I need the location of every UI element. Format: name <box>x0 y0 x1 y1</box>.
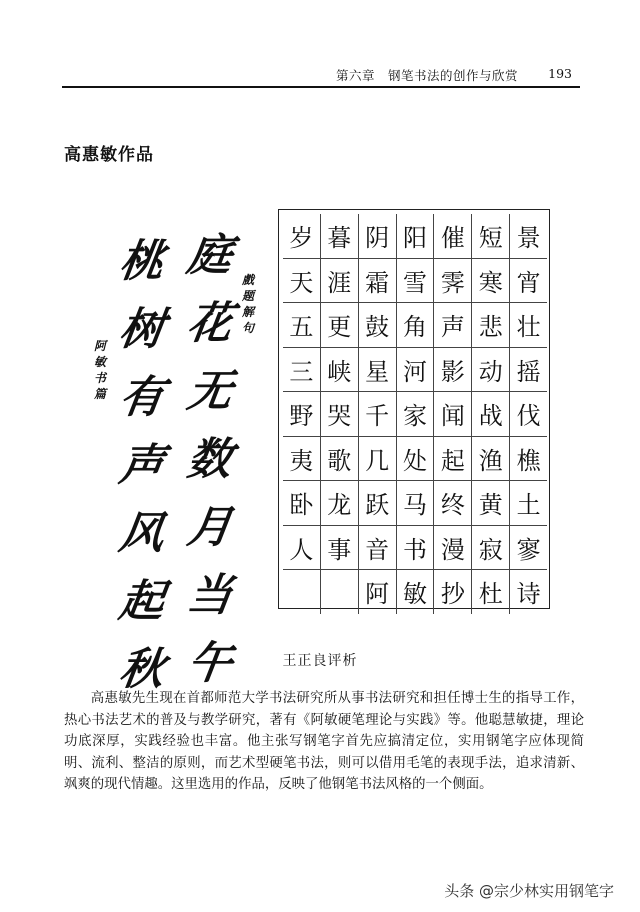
calligraphy-char: 午 <box>184 638 236 689</box>
grid-cell: 寒 <box>472 259 510 303</box>
calligraphy-char: 树 <box>116 304 168 355</box>
page-header <box>62 66 580 86</box>
calligraphy-column-left <box>112 236 168 716</box>
grid-cell: 土 <box>516 491 541 520</box>
grid-cell: 人 <box>283 526 321 570</box>
grid-cell: 角 <box>397 303 435 347</box>
inscription-right <box>240 274 256 338</box>
grid-cell: 事 <box>321 526 359 570</box>
inscription-char: 句 <box>241 321 254 335</box>
grid-cell: 杜 <box>472 570 510 614</box>
grid-cell: 景 <box>516 224 541 253</box>
grid-cell: 鼓 <box>359 303 397 347</box>
grid-cell: 龙 <box>321 481 359 525</box>
grid-cell: 更 <box>321 303 359 347</box>
inscription-left <box>92 340 108 404</box>
grid-row <box>283 437 547 482</box>
grid-cell: 峡 <box>321 348 359 392</box>
grid-row <box>283 303 547 348</box>
grid-cell: 野 <box>283 392 321 436</box>
grid-cell: 战 <box>472 392 510 436</box>
poem-grid <box>283 214 547 609</box>
grid-cell: 寥 <box>516 535 541 564</box>
grid-cell: 动 <box>472 348 510 392</box>
grid-cell: 阴 <box>359 214 397 258</box>
grid-row <box>283 259 547 304</box>
calligraphy-char: 起 <box>116 576 168 627</box>
grid-cell: 书 <box>397 526 435 570</box>
inscription-char: 题 <box>241 289 254 303</box>
grid-cell: 音 <box>359 526 397 570</box>
grid-cell: 处 <box>397 437 435 481</box>
grid-cell: 马 <box>397 481 435 525</box>
grid-cell: 哭 <box>321 392 359 436</box>
grid-cell: 悲 <box>472 303 510 347</box>
watermark: 头条 @宗少林实用钢笔字 <box>444 882 614 900</box>
calligraphy-char: 秋 <box>116 644 168 695</box>
grid-cell <box>283 570 321 614</box>
grid-cell: 漫 <box>434 526 472 570</box>
calligraphy-column-right <box>180 230 236 710</box>
grid-cell: 宵 <box>516 268 541 297</box>
grid-cell: 抄 <box>434 570 472 614</box>
grid-cell: 伐 <box>516 402 541 431</box>
grid-cell: 诗 <box>516 580 541 609</box>
grid-cell: 敏 <box>397 570 435 614</box>
grid-cell: 声 <box>434 303 472 347</box>
grid-cell: 黄 <box>472 481 510 525</box>
calligraphy-char: 当 <box>184 570 236 621</box>
grid-row <box>283 348 547 393</box>
grid-row <box>283 481 547 526</box>
grid-cell: 涯 <box>321 259 359 303</box>
calligraphy-char: 声 <box>116 440 168 491</box>
grid-cell: 几 <box>359 437 397 481</box>
grid-cell: 三 <box>283 348 321 392</box>
grid-cell <box>321 570 359 614</box>
calligraphy-char: 数 <box>184 434 236 485</box>
chapter-title: 第六章 钢笔书法的创作与欣赏 <box>335 68 518 83</box>
grid-cell: 五 <box>283 303 321 347</box>
commentary-paragraph: 高惠敏先生现在首都师范大学书法研究所从事书法研究和担任博士生的指导工作，热心书法艺术的普及与教学研究，著有《阿敏硬笔理论与实践》等。他聪慧敏捷，理论功底深厚，实践经验也丰富。他主张写钢笔字首先应搞清定位，实用钢笔字应体现简明、流利、整洁的原则，而艺术型硬笔书法，则可以借用毛笔的表现手法，追求清新、飒爽的现代情趣。这里选用的作品，反映了他钢笔书法风格的一个侧面。 <box>64 691 584 792</box>
commentator-label: 王正良评析 <box>282 653 358 669</box>
calligraphy-char: 庭 <box>184 230 236 281</box>
inscription-char: 敏 <box>93 355 106 369</box>
calligraphy-char: 风 <box>116 508 168 559</box>
grid-cell: 雪 <box>397 259 435 303</box>
grid-cell: 霜 <box>359 259 397 303</box>
calligraphy-char: 有 <box>116 372 168 423</box>
inscription-char: 阿 <box>93 339 106 353</box>
grid-cell: 霁 <box>434 259 472 303</box>
grid-cell: 千 <box>359 392 397 436</box>
grid-cell: 岁 <box>283 214 321 258</box>
grid-cell: 夷 <box>283 437 321 481</box>
grid-cell: 影 <box>434 348 472 392</box>
grid-cell: 阿 <box>359 570 397 614</box>
grid-cell: 壮 <box>516 313 541 342</box>
section-title: 高惠敏作品 <box>64 145 154 165</box>
grid-cell: 河 <box>397 348 435 392</box>
grid-cell: 星 <box>359 348 397 392</box>
calligraphy-char: 无 <box>184 366 236 417</box>
inscription-char: 篇 <box>93 387 106 401</box>
grid-cell: 樵 <box>516 446 541 475</box>
grid-cell: 跃 <box>359 481 397 525</box>
inscription-char: 解 <box>241 305 254 319</box>
grid-cell: 终 <box>434 481 472 525</box>
header-rule <box>62 86 580 88</box>
grid-row <box>283 526 547 571</box>
grid-cell: 歌 <box>321 437 359 481</box>
grid-cell: 卧 <box>283 481 321 525</box>
inscription-char: 戲 <box>241 273 254 287</box>
grid-cell: 短 <box>472 214 510 258</box>
grid-row <box>283 392 547 437</box>
grid-row <box>283 214 547 259</box>
grid-cell: 家 <box>397 392 435 436</box>
grid-cell: 暮 <box>321 214 359 258</box>
grid-cell: 起 <box>434 437 472 481</box>
page-number: 193 <box>548 66 572 81</box>
grid-cell: 闻 <box>434 392 472 436</box>
calligraphy-char: 月 <box>184 502 236 553</box>
grid-cell: 渔 <box>472 437 510 481</box>
grid-cell: 摇 <box>516 357 541 386</box>
grid-cell: 阳 <box>397 214 435 258</box>
calligraphy-char: 花 <box>184 298 236 349</box>
inscription-char: 书 <box>93 371 106 385</box>
grid-cell: 寂 <box>472 526 510 570</box>
grid-cell: 催 <box>434 214 472 258</box>
grid-cell: 天 <box>283 259 321 303</box>
calligraphy-char: 桃 <box>116 236 168 287</box>
grid-row <box>283 570 547 614</box>
